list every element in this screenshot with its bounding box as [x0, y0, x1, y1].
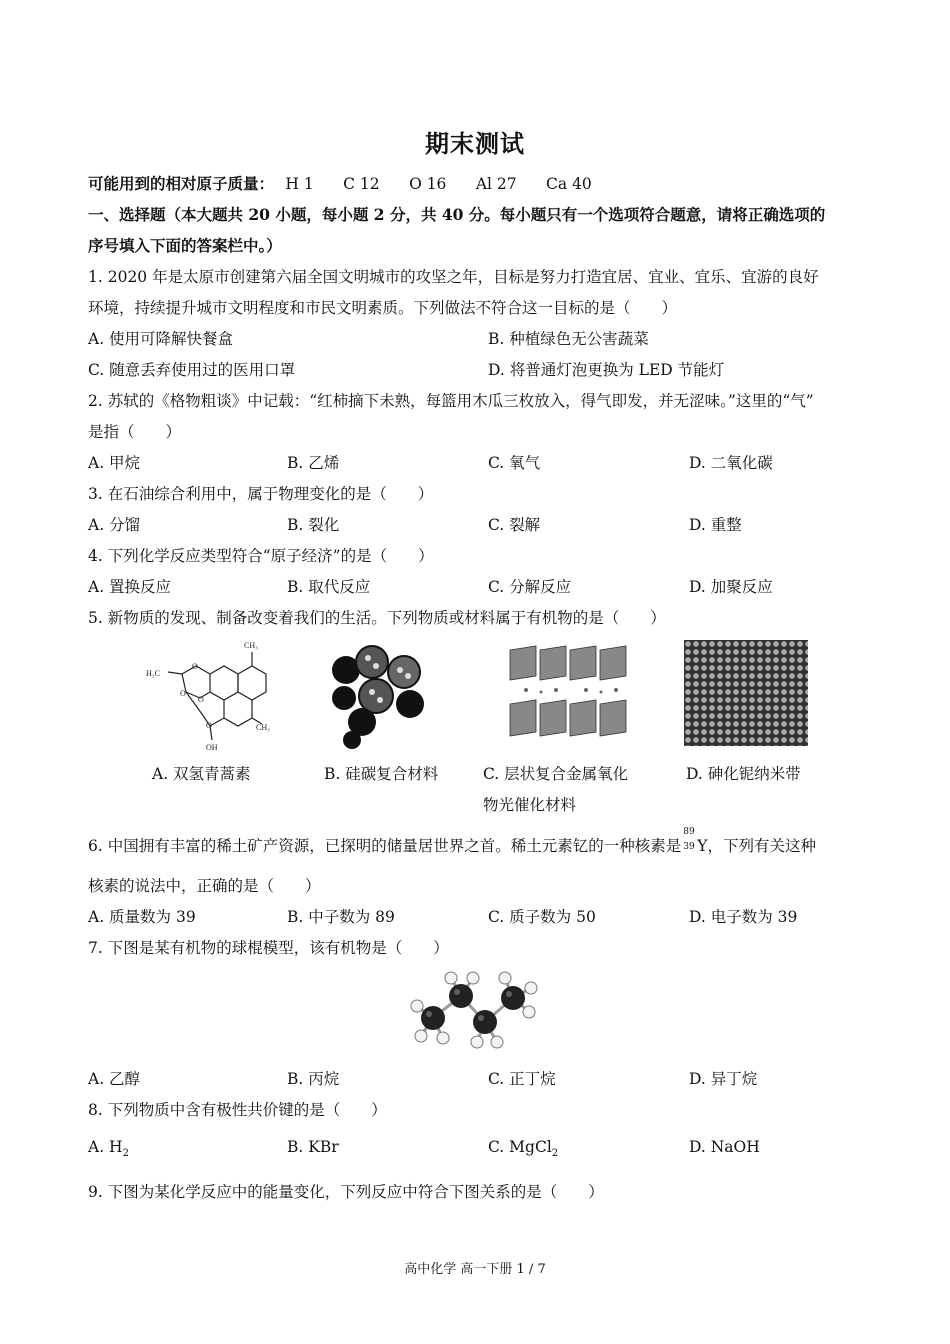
q8-option-c — [488, 1138, 558, 1159]
h3c-label: H₃C — [146, 669, 160, 678]
q1-option-d: D. 将普通灯泡更换为 LED 节能灯 — [488, 361, 725, 379]
atomic-mass-h: H 1 — [285, 175, 314, 193]
q2-option-d: D. 二氧化碳 — [689, 454, 773, 472]
section-heading-line2: 序号填入下面的答案栏中。） — [88, 236, 282, 255]
q3-stem: 3. 在石油综合利用中，属于物理变化的是（ ） — [88, 485, 434, 503]
oxygen-label-2: O — [180, 689, 186, 698]
nuclide-symbol: Y — [697, 837, 708, 855]
q8-option-d: D. NaOH — [689, 1138, 760, 1156]
q7-option-d: D. 异丁烷 — [689, 1070, 758, 1088]
ch3-top-label: CH₃ — [244, 641, 258, 650]
q7-option-a: A. 乙醇 — [88, 1070, 141, 1088]
q8-stem: 8. 下列物质中含有极性共价键的是（ ） — [88, 1101, 387, 1119]
q3-option-a: A. 分馏 — [88, 516, 141, 534]
atomic-mass-line — [88, 172, 616, 194]
q8-option-c-text: C. MgCl — [488, 1138, 552, 1156]
q6-option-a: A. 质量数为 39 — [88, 908, 196, 926]
q4-option-a: A. 置换反应 — [88, 578, 172, 596]
q8-option-c-subscript: 2 — [551, 1148, 559, 1160]
oh-label: OH — [206, 743, 218, 752]
q6-stem-part2: ，下列有关这种 — [707, 837, 816, 855]
q8-option-a-subscript: 2 — [122, 1148, 129, 1160]
butane-ball-stick-model-figure — [405, 966, 545, 1052]
q5-option-b: B. 硅碳复合材料 — [324, 765, 439, 783]
q1-option-a: A. 使用可降解快餐盒 — [88, 330, 234, 348]
atomic-mass-c: C 12 — [343, 175, 380, 193]
q6-option-c: C. 质子数为 50 — [488, 908, 596, 926]
oxygen-label-4: O — [206, 721, 212, 730]
q8-option-a-text: A. H — [88, 1138, 123, 1156]
q8-option-a — [88, 1138, 129, 1159]
q7-option-b: B. 丙烷 — [287, 1070, 340, 1088]
q2-option-c: C. 氧气 — [488, 454, 541, 472]
oxygen-label-3: O — [198, 695, 204, 704]
page-footer: 高中化学 高一下册 1 / 7 — [404, 1262, 546, 1277]
q4-option-c: C. 分解反应 — [488, 578, 572, 596]
q6-option-b: B. 中子数为 89 — [287, 908, 395, 926]
nuclide-notation — [681, 827, 697, 852]
niobium-arsenide-nanoribbon-figure — [684, 640, 808, 746]
q1-option-b: B. 种植绿色无公害蔬菜 — [488, 330, 649, 348]
atomic-mass-label: 可能用到的相对原子质量： — [88, 174, 275, 193]
q1-stem-line2: 环境，持续提升城市文明程度和市民文明素质。下列做法不符合这一目标的是（ ） — [88, 299, 678, 317]
atomic-mass-o: O 16 — [409, 175, 447, 193]
q2-option-b: B. 乙烯 — [287, 454, 340, 472]
ch3-right-label: CH₃ — [256, 723, 270, 732]
q6-stem-part1: 6. 中国拥有丰富的稀土矿产资源，已探明的储量居世界之首。稀土元素钇的一种核素是 — [88, 837, 682, 855]
q5-stem: 5. 新物质的发现、制备改变着我们的生活。下列物质或材料属于有机物的是（ ） — [88, 609, 666, 627]
q3-option-b: B. 裂化 — [287, 516, 340, 534]
q4-option-d: D. 加聚反应 — [689, 578, 773, 596]
q1-stem-line1: 1. 2020 年是太原市创建第六届全国文明城市的攻坚之年，目标是努力打造宜居、宜业、宜乐、宜游的良好 — [88, 268, 819, 286]
atomic-mass-al: Al 27 — [475, 175, 517, 193]
q9-stem: 9. 下图为某化学反应中的能量变化，下列反应中符合下图关系的是（ ） — [88, 1183, 604, 1201]
q5-option-d: D. 砷化铌纳米带 — [686, 765, 801, 783]
nuclide-atomic-number: 39 — [683, 842, 695, 852]
nuclide-mass-number: 89 — [683, 827, 695, 837]
silicon-carbon-composite-figure — [322, 640, 440, 750]
q3-option-d: D. 重整 — [689, 516, 742, 534]
page-title: 期末测试 — [425, 129, 525, 158]
q7-option-c: C. 正丁烷 — [488, 1070, 556, 1088]
q2-stem-line2: 是指（ ） — [88, 423, 182, 441]
q5-option-a: A. 双氢青蒿素 — [152, 765, 251, 783]
q6-stem-line1 — [88, 827, 816, 856]
q7-stem: 7. 下图是某有机物的球棍模型，该有机物是（ ） — [88, 939, 449, 957]
q6-option-d: D. 电子数为 39 — [689, 908, 798, 926]
q5-option-c-line2: 物光催化材料 — [483, 796, 577, 814]
q1-option-c: C. 随意丢弃使用过的医用口罩 — [88, 361, 296, 379]
layered-metal-oxide-figure — [506, 642, 630, 746]
q2-stem-line1: 2. 苏轼的《格物粗谈》中记载：“红柿摘下未熟，每篮用木瓜三枚放入，得气即发，并无涩味。”这里的“气” — [88, 392, 814, 410]
q4-stem: 4. 下列化学反应类型符合“原子经济”的是（ ） — [88, 547, 434, 565]
section-heading-line1: 一、选择题（本大题共 20 小题，每小题 2 分，共 40 分。每小题只有一个选项符合题意，请将正确选项的 — [88, 205, 826, 224]
q2-option-a: A. 甲烷 — [88, 454, 141, 472]
oxygen-label-1: O — [192, 662, 198, 671]
atomic-mass-ca: Ca 40 — [546, 175, 592, 193]
dihydroartemisinin-structure-figure — [140, 636, 270, 754]
q3-option-c: C. 裂解 — [488, 516, 541, 534]
q6-stem-line2: 核素的说法中，正确的是（ ） — [88, 877, 321, 895]
q5-option-c-line1: C. 层状复合金属氧化 — [483, 765, 629, 783]
q8-option-b: B. KBr — [287, 1138, 339, 1156]
q4-option-b: B. 取代反应 — [287, 578, 371, 596]
